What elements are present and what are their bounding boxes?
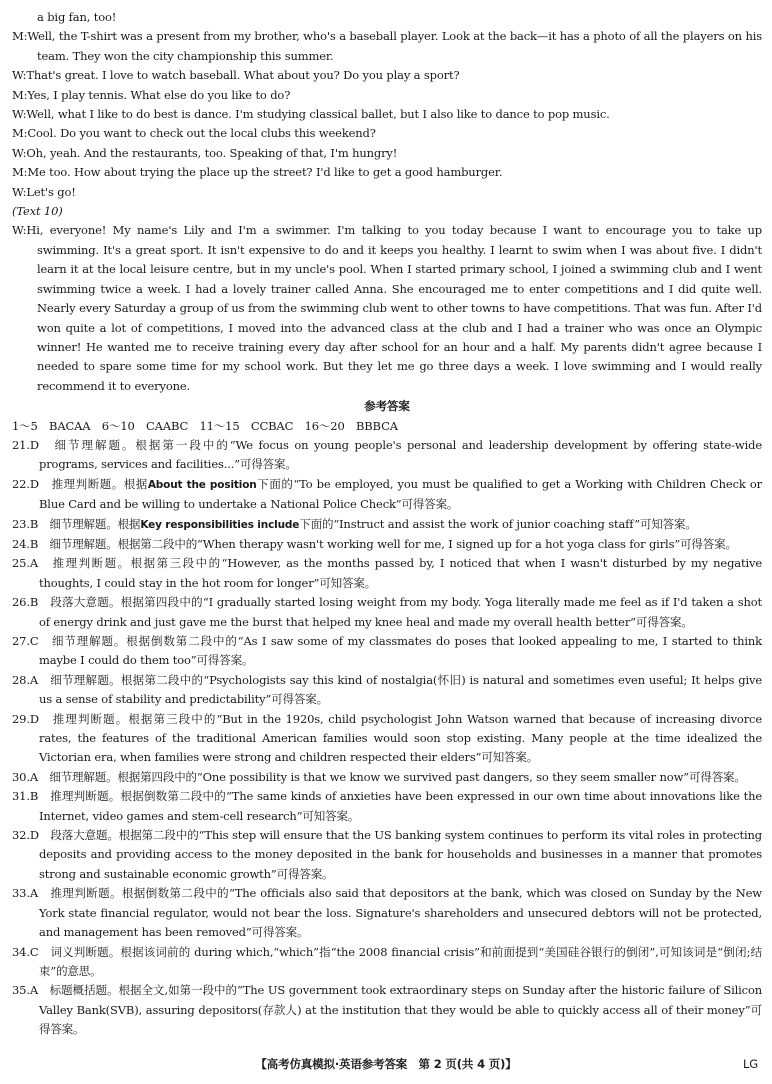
answer-explanation: 段落大意题。根据第四段中的“I gradually started losing weight from my body. Yoga literally made me feel as if I'd taken a shot of energy drink and just gave me the burst that helped my knee heal and made my overall health better”可得答案。 [39, 595, 762, 629]
answer-number: 29.D [12, 711, 39, 726]
speaker-label: M: [12, 29, 28, 44]
answer-list [12, 436, 762, 1040]
answer-item [12, 710, 762, 768]
answer-explanation: 推理判断题。根据倒数第二段中的“The officials also said that depositors at the bank, which was closed on Sunday by the New York state financial regulator, would not bear the loss. Signature's shareholders and unsecured debtors will not be protected, and management has been removed”可得答案。 [39, 886, 762, 940]
answer-explanation: 标题概括题。根据全文,如第一段中的“The US government took extraordinary steps on Sunday after the historic failure of Silicon Valley Bank(SVB), assuring depositors(存款人) at the institution that they would be able to quickly access all of their money”可得答案。 [39, 983, 762, 1037]
speaker-label: W: [12, 145, 27, 160]
answer-heading: 参考答案 [364, 399, 410, 414]
answer-number: 27.C [12, 634, 39, 648]
answer-item: 23.B 细节理解题。根据Key responsibilities include下面的“Instruct and assist the work of junior coaching staff”可知答案。 [12, 516, 697, 531]
dialogue-text: Well, what I like to do best is dance. I'm studying classical ballet, but I also like to dance to pop music. [26, 107, 610, 122]
speaker-label: W: [12, 107, 27, 122]
dialogue [12, 8, 762, 202]
answer-number: 33.A [12, 886, 38, 901]
speaker-label: W: [12, 68, 27, 83]
answer-item [12, 826, 762, 884]
answer-number: 28.A [12, 672, 38, 687]
answer-explanation: 细节理解题。根据第二段中的“When therapy wasn't working well for me, I signed up for a hot yoga class for girls”可得答案。 [49, 536, 737, 551]
speaker-label: M: [12, 87, 28, 102]
answer-number: 23.B [12, 516, 39, 531]
speaker-label: W: [12, 184, 27, 199]
dialogue-text: Cool. Do you want to check out the local clubs this weekend? [27, 126, 376, 141]
answer-number: 22.D [12, 476, 39, 491]
text-10-label: (Text 10) [12, 204, 63, 219]
answer-number: 25.A [12, 556, 38, 571]
answer-item [12, 981, 762, 1039]
passage-section-title: About the position [147, 478, 257, 491]
answer-number: 26.B [12, 595, 39, 610]
dialogue-line [12, 144, 762, 163]
answer-item: 22.D 推理判断题。根据About the position下面的“To be employed, you must be qualified to get a Working with Children Check or Blue Card and be willing to undertake a National Police Check”可得答案。 [12, 476, 762, 512]
answer-item [12, 554, 762, 593]
answer-explanation: 段落大意题。根据第二段中的“This step will ensure that the US banking system continues to perform its vital roles in protecting deposits and providing access to the money deposited in the bank for households and businesses in a manner that promotes strong and sustainable economic growth”可得答案。 [39, 828, 762, 881]
answer-item [12, 671, 762, 710]
answer-explanation: 细节理解题。根据倒数第二段中的“As I saw some of my classmates do poses that looked appealing to me, I started to think maybe I could do them too”可得答案。 [39, 634, 762, 668]
passage-section-title: Key responsibilities include [140, 518, 300, 531]
answer-explanation: 词义判断题。根据该词前的 during which,“which”指“the 2008 financial crisis”和前面提到“美国硅谷银行的倒闭”,可知该词是“倒闭;结束”的意思。 [39, 944, 762, 978]
dialogue-line [12, 105, 762, 124]
answer-number: 30.A [12, 769, 38, 784]
answer-item [12, 884, 762, 942]
dialogue-text: Yes, I play tennis. What else do you like to do? [27, 87, 291, 102]
answer-number: 24.B [12, 536, 39, 551]
dialogue-line [12, 27, 762, 66]
answer-number: 21.D [12, 437, 39, 452]
answer-number: 32.D [12, 828, 39, 843]
answer-item [12, 436, 762, 475]
monologue-text: Hi, everyone! My name's Lily and I'm a swimmer. I'm talking to you today because I want to encourage you to take up swimming. It's a great sport. It isn't expensive to do and it keeps you healthy. I learnt to swim when I was about five. I didn't learn it at the local leisure centre, but in my uncle's pool. When I started primary school, I joined a swimming club and I went swimming twice a week. I had a lovely trainer called Anna. She encouraged me to enter competitions and I did quite well. Nearly every Saturday a group of us from the swimming club went to other towns to have competitions. That was fun. After I'd won quite a lot of competitions, I moved into the advanced class at the club and I had a trainer who was once an Olympic winner! He wanted me to receive training every day after school for an hour and a half. My parents didn't agree because I needed to spare some time for my school work. But they let me go three days a week. I love swimming and I would really recommend it to everyone. [26, 223, 762, 393]
answer-explanation: 推理判断题。根据第三段中的“But in the 1920s, child psychologist John Watson warned that because of increasing divorce rates, the features of the traditional American families would soon stop existing. Many people at the time idealized the Victorian era, when families were strong and children respected their elders”可知答案。 [39, 711, 762, 765]
dialogue-line [12, 86, 762, 105]
dialogue-text: That's great. I love to watch baseball. What about you? Do you play a sport? [26, 68, 460, 83]
speaker-label: M: [12, 126, 28, 141]
answer-item [12, 768, 762, 787]
dialogue-text: Let's go! [26, 184, 76, 199]
dialogue-text: Oh, yeah. And the restaurants, too. Speaking of that, I'm hungry! [26, 145, 398, 160]
speaker-label: W: [12, 223, 27, 238]
dialogue-line [12, 124, 762, 143]
dialogue-line [12, 8, 762, 27]
answer-number: 31.B [12, 789, 39, 804]
footer-code: LG [742, 1057, 758, 1071]
answer-number: 34.C [12, 944, 39, 959]
dialogue-line [12, 66, 762, 85]
dialogue-text: Well, the T-shirt was a present from my brother, who's a baseball player. Look at the back—it has a photo of all the players on his team. They won the city championship this summer. [27, 29, 762, 63]
answer-explanation: 下面的“To be employed, you must be qualified to get a Working with Children Check or Blue Card and be willing to undertake a National Police Check”可得答案。 [39, 476, 762, 512]
dialogue-text: a big fan, too! [37, 10, 117, 24]
answer-explanation: 细节理解题。根据第二段中的“Psychologists say this kind of nostalgia(怀旧) is natural and sometimes even useful; It helps give us a sense of stability and predictability”可得答案。 [39, 672, 762, 707]
text-10-monologue [12, 221, 762, 396]
answer-explanation: 细节理解题。根据第一段中的“We focus on young people's personal and leadership development by offering state-wide programs, services and facilities...”可得答案。 [39, 437, 762, 472]
answer-explanation: 推理判断题。根据倒数第二段中的“The same kinds of anxieties have been expressed in our own time about innovations like the Internet, video games and stem-cell research”可知答案。 [39, 789, 762, 823]
answer-item [12, 593, 762, 632]
dialogue-text: Me too. How about trying the place up the street? I'd like to get a good hamburger. [27, 165, 503, 180]
speaker-label: M: [12, 165, 28, 180]
answer-item [12, 943, 762, 982]
answer-item [12, 787, 762, 826]
answer-item [12, 632, 762, 671]
answer-explanation: 推理判断题。根据第三段中的“However, as the months passed by, I noticed that when I wasn't disturbed by my negative thoughts, I could stay in the hot room for longer”可知答案。 [39, 556, 762, 590]
answer-number: 35.A [12, 983, 38, 998]
answer-explanation: 细节理解题。根据第四段中的“One possibility is that we know we survived past dangers, so they seem smaller now”可得答案。 [49, 769, 746, 784]
answer-item [12, 535, 762, 554]
page-footer: 【高考仿真模拟·英语参考答案 第 2 页(共 4 页)】 [255, 1057, 517, 1071]
answer-explanation: 下面的“Instruct and assist the work of junior coaching staff”可知答案。 [299, 516, 697, 531]
dialogue-line [12, 163, 762, 182]
dialogue-line [12, 183, 762, 202]
answer-keys-listening: 1～5 BACAA 6～10 CAABC 11～15 CCBAC 16～20 BBBCA [12, 418, 398, 433]
